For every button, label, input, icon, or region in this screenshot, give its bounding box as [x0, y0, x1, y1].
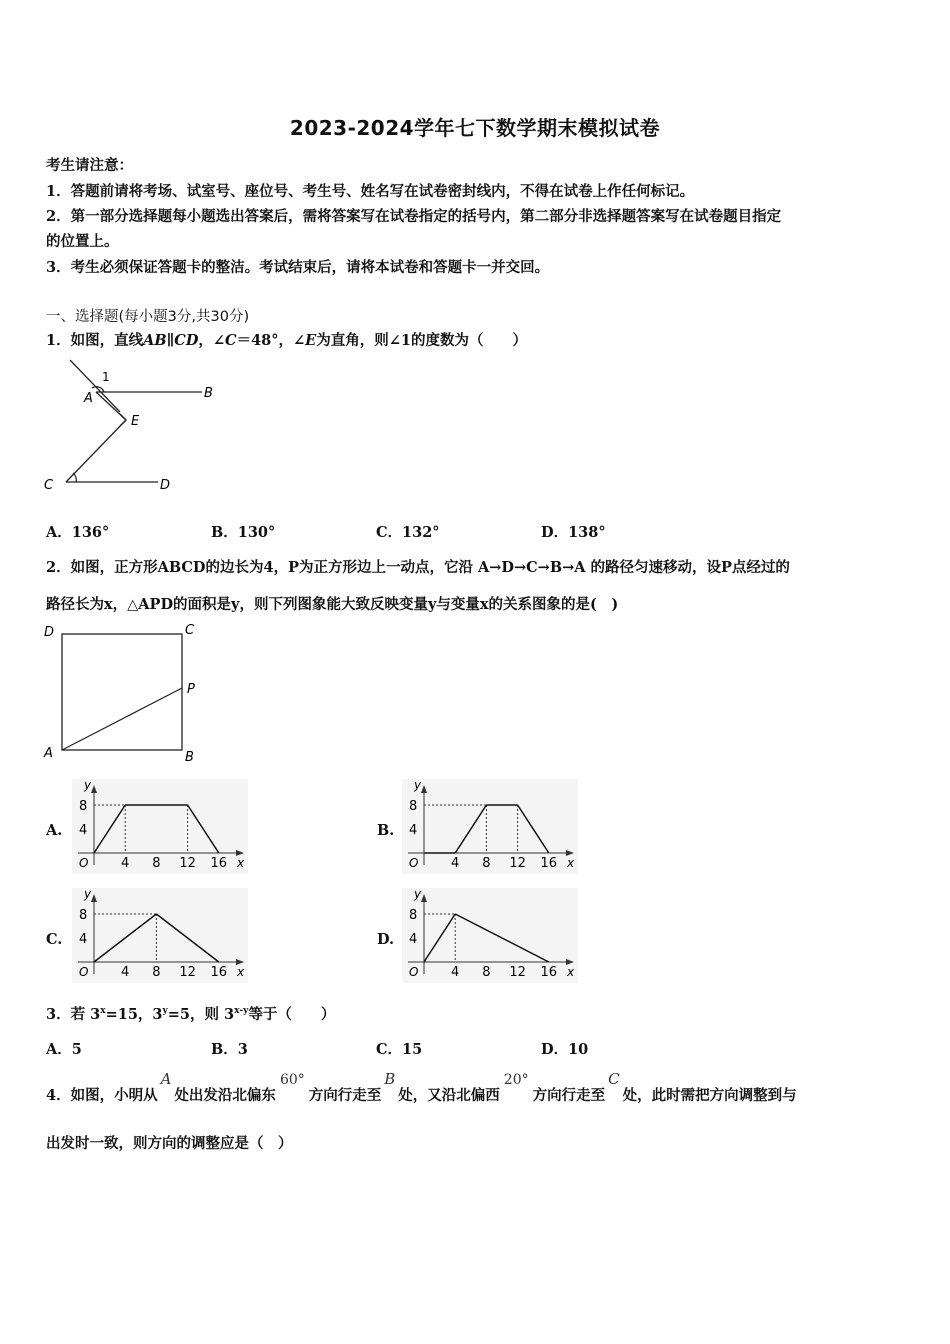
q2-stem-line1: 2．如图，正方形ABCD的边长为4，P为正方形边上一动点，它沿 A→D→C→B→A 的路径匀速移动，设P点经过的 [46, 559, 790, 576]
q3-option-a[interactable]: A．5 [46, 1041, 82, 1058]
q1-option-c[interactable]: C．132° [376, 524, 440, 541]
notice-item-1: 1．答题前请将考场、试室号、座位号、考生号、姓名写在试卷密封线内，不得在试卷上作任何标记。 [46, 183, 695, 200]
square-label-C: C [185, 623, 195, 638]
y-axis-label: y [84, 888, 92, 901]
square-label-P: P [187, 682, 195, 697]
y-tick-label: 4 [79, 823, 88, 838]
notice-item-2: 2．第一部分选择题每小题选出答案后，需将答案写在试卷指定的括号内，第二部分非选择题答案写在试卷题目指定 [46, 208, 782, 225]
x-tick-label: 12 [179, 965, 196, 980]
graph-option-a[interactable] [72, 779, 248, 874]
page-title: 2023-2024学年七下数学期末模拟试卷 [289, 116, 661, 140]
y-axis-label: y [414, 779, 422, 792]
q1-option-a[interactable]: A．136° [46, 524, 110, 541]
x-tick-label: 16 [540, 965, 558, 980]
graph-option-c[interactable] [72, 888, 248, 983]
q1-option-b[interactable]: B．130° [211, 524, 276, 541]
q3-option-d[interactable]: D．10 [541, 1041, 589, 1058]
label-E: E [131, 414, 140, 429]
x-tick-label: 4 [121, 856, 130, 871]
origin-label: O [79, 856, 89, 870]
label-A: A [84, 391, 93, 406]
x-tick-label: 4 [121, 965, 130, 980]
y-tick-label: 8 [409, 908, 418, 923]
q2-option-d-label[interactable]: D. [377, 931, 395, 948]
square-label-B: B [185, 750, 194, 765]
x-tick-label: 16 [540, 856, 558, 871]
x-axis-label: x [237, 856, 245, 870]
notice-item-2-cont: 的位置上。 [46, 233, 119, 250]
q4-stem-line2: 出发时一致，则方向的调整应是（ ） [46, 1135, 293, 1152]
q1-option-d[interactable]: D．138° [541, 524, 606, 541]
y-tick-label: 8 [79, 799, 88, 814]
graph-option-d[interactable] [402, 888, 578, 983]
x-tick-label: 8 [482, 965, 491, 980]
x-tick-label: 4 [451, 856, 460, 871]
q1-figure [40, 352, 230, 500]
label-D: D [160, 478, 171, 493]
x-tick-label: 16 [210, 965, 228, 980]
graph-option-b[interactable] [402, 779, 578, 874]
label-B: B [204, 386, 213, 401]
x-axis-label: x [567, 856, 575, 870]
q2-option-a-label[interactable]: A. [46, 822, 63, 839]
x-tick-label: 16 [210, 856, 228, 871]
x-tick-label: 8 [482, 856, 491, 871]
q3-stem: 3．若 $3^x=15$，$3^y=5$，则 3$^{x-y}$等于（ ） [46, 1006, 336, 1023]
notice-item-3: 3．考生必须保证答题卡的整洁。考试结束后，请将本试卷和答题卡一并交回。 [46, 259, 550, 276]
y-tick-label: 4 [79, 932, 88, 947]
x-tick-label: 12 [509, 856, 526, 871]
y-axis-label: y [84, 779, 92, 792]
y-tick-label: 8 [409, 799, 418, 814]
x-tick-label: 12 [179, 856, 196, 871]
q3-option-b[interactable]: B．3 [211, 1041, 248, 1058]
x-tick-label: 8 [152, 856, 161, 871]
x-axis-label: x [237, 965, 245, 979]
q2-square-figure [40, 618, 210, 766]
q2-option-b-label[interactable]: B. [377, 822, 395, 839]
square-label-D: D [44, 625, 55, 640]
q4-stem-line1: 4．如图，小明从A处出发沿北偏东60°方向行走至B处，又沿北偏西20°方向行走至C处，此时需把方向调整到与 [46, 1070, 797, 1104]
x-tick-label: 12 [509, 965, 526, 980]
square-label-A: A [44, 746, 53, 761]
section-heading: 一、选择题(每小题3分,共30分) [46, 309, 250, 325]
q3-option-c[interactable]: C．15 [376, 1041, 423, 1058]
y-tick-label: 4 [409, 932, 418, 947]
label-angle-1: 1 [102, 370, 110, 384]
y-axis-label: y [414, 888, 422, 901]
q2-stem-line2: 路径长为x，△APD的面积是y，则下列图象能大致反映变量y与变量x的关系图象的是( ) [46, 596, 619, 613]
label-C: C [44, 478, 54, 493]
x-tick-label: 8 [152, 965, 161, 980]
origin-label: O [79, 965, 89, 979]
q1-stem: 1．如图，直线AB∥CD，∠C＝48°，∠E为直角，则∠1的度数为（ ） [46, 332, 527, 349]
notice-heading: 考生请注意： [46, 157, 133, 174]
x-tick-label: 4 [451, 965, 460, 980]
y-tick-label: 4 [409, 823, 418, 838]
y-tick-label: 8 [79, 908, 88, 923]
x-axis-label: x [567, 965, 575, 979]
origin-label: O [409, 856, 419, 870]
q2-option-c-label[interactable]: C. [46, 931, 63, 948]
origin-label: O [409, 965, 419, 979]
